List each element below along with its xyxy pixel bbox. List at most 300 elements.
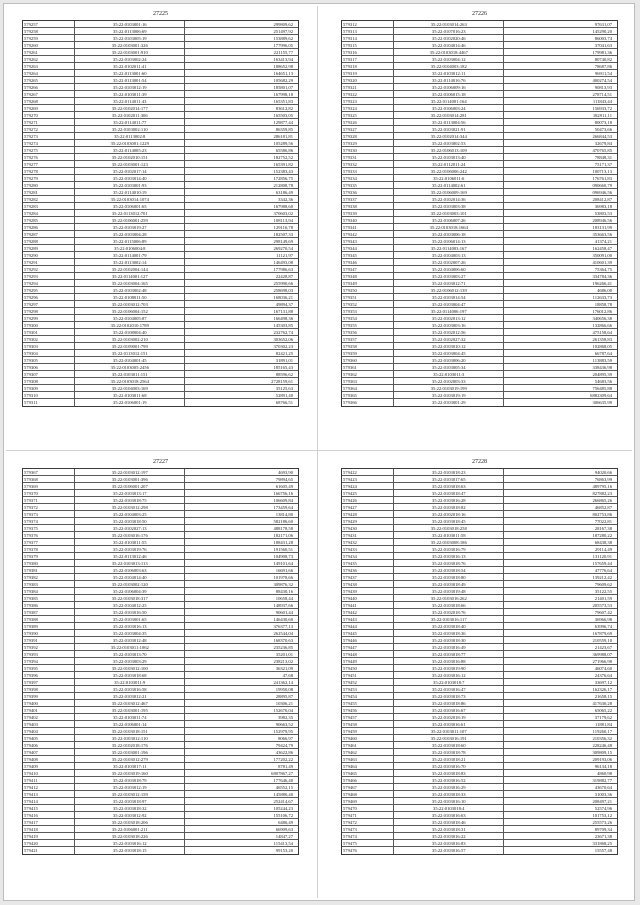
cadastral-number-cell: 35:22:0102014:177	[75, 105, 185, 111]
table-row	[23, 819, 298, 826]
row-number-cell: 579445	[342, 630, 394, 636]
row-number-cell: 579315	[342, 42, 394, 48]
table-row	[23, 287, 298, 294]
cadastral-number-cell: 35:22:0103018:317	[75, 595, 185, 601]
cadastral-number-cell: 35:22:0103013:70	[75, 651, 185, 657]
row-number-cell: 579345	[342, 252, 394, 258]
table-row	[342, 308, 617, 315]
table-row	[23, 728, 298, 735]
value-cell: 261358,83	[592, 337, 612, 342]
table-row	[23, 119, 298, 126]
value-cell: 176761,83	[592, 176, 612, 181]
table-row	[342, 791, 617, 798]
value-cell: 145880,40	[273, 792, 293, 797]
cadastral-number-cell: 35:22:0102018:76	[394, 609, 504, 615]
table-row	[23, 714, 298, 721]
table-row	[23, 637, 298, 644]
table-row	[23, 308, 298, 315]
cadastral-number-cell: 35:22:0106006:242	[394, 168, 504, 174]
row-number-cell: 579365	[342, 392, 394, 398]
row-number-cell: 579467	[342, 784, 394, 790]
row-number-cell: 579355	[342, 322, 394, 328]
table-row	[342, 42, 617, 49]
row-number-cell: 579285	[23, 217, 75, 223]
value-cell: 210356,32	[592, 736, 612, 741]
row-number-cell: 579449	[342, 658, 394, 664]
table-row	[23, 511, 298, 518]
table-row	[342, 567, 617, 574]
cadastral-number-cell: 35:22:0103003:101	[394, 210, 504, 216]
value-cell: 16691,66	[275, 568, 293, 573]
row-number-cell: 579272	[23, 126, 75, 132]
value-cell: 827882,23	[592, 491, 612, 496]
row-number-cell: 579290	[23, 252, 75, 258]
value-cell: 96911,54	[594, 71, 612, 76]
row-number-cell: 579372	[23, 504, 75, 510]
cadastral-number-cell: 35:22:0103012:21	[75, 693, 185, 699]
row-number-cell: 579429	[342, 518, 394, 524]
value-cell: 13814,80	[275, 512, 293, 517]
cadastral-number-cell: 35:22:0103012:197	[75, 469, 185, 475]
value-cell: 185165,43	[273, 365, 293, 370]
cadastral-number-cell: 35:22:0103001:396	[75, 476, 185, 482]
value-cell: 83612,82	[275, 106, 293, 111]
row-number-cell: 579426	[342, 497, 394, 503]
cadastral-number-cell: 35:22:0114010:19	[75, 189, 185, 195]
table-row	[23, 602, 298, 609]
table-row	[342, 742, 617, 749]
cadastral-number-cell: 35:22:0103016:10	[394, 798, 504, 804]
cadastral-number-cell: 35:22:0103018:36	[394, 630, 504, 636]
row-number-cell: 579407	[23, 749, 75, 755]
cadastral-number-cell: 35:22:0103005:2456	[75, 364, 185, 370]
value-cell: 94020,66	[594, 470, 612, 475]
table-row	[342, 210, 617, 217]
table-row	[23, 252, 298, 259]
value-cell: 266844,53	[592, 134, 612, 139]
cadastral-number-cell: 35:22:0113002:8	[75, 133, 185, 139]
table-row	[342, 203, 617, 210]
table-row	[23, 840, 298, 847]
panel-27226	[341, 10, 618, 442]
row-number-cell: 579381	[23, 567, 75, 573]
cadastral-number-cell: 35:22:0103018:77	[394, 651, 504, 657]
value-cell: 167879,69	[592, 631, 612, 636]
table-row	[23, 133, 298, 140]
panel-title: 27225	[153, 11, 168, 17]
table-row	[342, 147, 617, 154]
row-number-cell: 579363	[342, 378, 394, 384]
table-row	[23, 378, 298, 385]
cadastral-number-cell: 35:22:0114011:77	[75, 119, 185, 125]
cadastral-number-cell: 35:22:0104005:87	[75, 315, 185, 321]
table-row	[342, 161, 617, 168]
cadastral-number-cell: 35:22:0106004:8	[75, 245, 185, 251]
row-number-cell: 579367	[23, 469, 75, 475]
cadastral-number-cell: 35:22:0103018:4467	[394, 49, 504, 55]
value-cell: 156933,72	[592, 106, 612, 111]
row-number-cell: 579384	[23, 588, 75, 594]
table-row	[342, 315, 617, 322]
cadastral-number-cell: 35:22:0103016:63	[394, 812, 504, 818]
cadastral-number-cell: 35:22:0103001:29	[394, 399, 504, 406]
value-cell: 165391,82	[273, 162, 293, 167]
panel-title: 27226	[472, 11, 487, 17]
value-cell: 119260,17	[592, 729, 612, 734]
table-row	[23, 532, 298, 539]
row-number-cell: 579468	[342, 791, 394, 797]
cadastral-number-cell: 35:22:0103016:50	[75, 609, 185, 615]
table-row	[23, 833, 298, 840]
table-row	[342, 329, 617, 336]
cadastral-number-cell: 35:22:0102013:12	[394, 315, 504, 321]
row-number-cell: 579369	[23, 483, 75, 489]
cadastral-number-cell: 35:22:0106009:16	[394, 84, 504, 90]
value-cell: 262544,04	[273, 631, 293, 636]
value-cell: 369988,07	[592, 652, 612, 657]
value-cell: 101753,12	[592, 813, 612, 818]
table-row	[342, 672, 617, 679]
value-cell: 155106,72	[273, 813, 293, 818]
row-number-cell: 579430	[342, 525, 394, 531]
row-number-cell: 579444	[342, 623, 394, 629]
table-row	[342, 749, 617, 756]
row-number-cell: 579299	[23, 315, 75, 321]
row-number-cell: 579292	[23, 266, 75, 272]
row-number-cell: 579312	[342, 21, 394, 27]
row-number-cell: 579346	[342, 259, 394, 265]
value-cell: 131120,91	[592, 554, 612, 559]
value-cell: 149101,64	[273, 561, 293, 566]
row-number-cell: 579268	[23, 98, 75, 104]
table-row	[23, 469, 298, 476]
row-number-cell: 579347	[342, 266, 394, 272]
value-cell: 166498,36	[273, 316, 293, 321]
table-row	[342, 518, 617, 525]
cadastral-number-cell: 35:22:0103012:467	[75, 700, 185, 706]
row-number-cell: 579472	[342, 819, 394, 825]
table-row	[342, 364, 617, 371]
value-cell: 29114,49	[594, 547, 612, 552]
row-number-cell: 579459	[342, 728, 394, 734]
table-row	[23, 140, 298, 147]
cadastral-number-cell: 35:22:0106014:13	[394, 238, 504, 244]
cadastral-number-cell: 35:22:0114006:197	[394, 308, 504, 314]
cadastral-number-cell: 35:22:0103018:21	[394, 756, 504, 762]
row-number-cell: 579278	[23, 168, 75, 174]
row-number-cell: 579333	[342, 168, 394, 174]
value-cell: 33697,12	[594, 680, 612, 685]
value-cell: 79424,79	[275, 743, 293, 748]
table-row	[23, 399, 298, 406]
row-number-cell: 579342	[342, 231, 394, 237]
value-cell: 146430,60	[273, 617, 293, 622]
table-row	[342, 665, 617, 672]
row-number-cell: 579362	[342, 371, 394, 377]
value-cell: 112633,73	[592, 295, 612, 300]
table-row	[23, 154, 298, 161]
row-number-cell: 579394	[23, 658, 75, 664]
table-row	[23, 70, 298, 77]
value-cell: 53803,53	[594, 211, 612, 216]
row-number-cell: 579374	[23, 518, 75, 524]
table-row	[23, 560, 298, 567]
value-cell: 177202,22	[273, 757, 293, 762]
row-number-cell: 579301	[23, 329, 75, 335]
cadastral-number-cell: 35:22:0103018:1664	[394, 224, 504, 230]
cadastral-number-cell: 35:22:0103016:191	[394, 735, 504, 741]
table-row	[342, 231, 617, 238]
cadastral-number-cell: 35:22:0103005:19	[75, 35, 185, 41]
table-row	[342, 490, 617, 497]
data-table	[22, 20, 299, 407]
cadastral-number-cell: 35:22:0103018:40	[394, 623, 504, 629]
row-number-cell: 579271	[23, 119, 75, 125]
value-cell: 52891,40	[275, 393, 293, 398]
cadastral-number-cell: 35:22:0103016:61	[394, 721, 504, 727]
row-number-cell: 579284	[23, 210, 75, 216]
value-cell: 269270,54	[273, 246, 293, 251]
table-row	[23, 112, 298, 119]
value-cell: 129116,78	[273, 225, 293, 230]
row-number-cell: 579267	[23, 91, 75, 97]
cadastral-number-cell: 35:22:0103018:32	[75, 805, 185, 811]
cadastral-number-cell: 35:22:0114002:61	[394, 182, 504, 188]
table-row	[342, 847, 617, 854]
cadastral-number-cell: 35:22:0103001:196	[75, 749, 185, 755]
table-row	[342, 763, 617, 770]
cadastral-number-cell: 35:22:0103012:11	[394, 70, 504, 76]
row-number-cell: 579434	[342, 553, 394, 559]
table-row	[23, 749, 298, 756]
value-cell: 334784,36	[592, 274, 612, 279]
table-row	[342, 511, 617, 518]
value-cell: 210559,10	[592, 638, 612, 643]
table-row	[342, 826, 617, 833]
row-number-cell: 579263	[23, 63, 75, 69]
table-row	[342, 336, 617, 343]
row-number-cell: 579357	[342, 336, 394, 342]
row-number-cell: 579400	[23, 700, 75, 706]
value-cell: 43670,64	[594, 785, 612, 790]
row-number-cell: 579435	[342, 560, 394, 566]
cadastral-number-cell: 35:22:0103018:63	[394, 483, 504, 489]
value-cell: 208412,87	[592, 197, 612, 202]
cadastral-number-cell: 35:22:0102018:16	[394, 511, 504, 517]
cadastral-number-cell: 35:22:0103002:120	[75, 581, 185, 587]
table-row	[342, 637, 617, 644]
value-cell: 417630,28	[592, 701, 612, 706]
table-row	[23, 672, 298, 679]
table-row	[342, 819, 617, 826]
row-number-cell: 579304	[23, 350, 75, 356]
cadastral-number-cell: 35:22:0103016:83	[394, 840, 504, 846]
page-divider	[6, 450, 632, 451]
table-row	[342, 175, 617, 182]
cadastral-number-cell: 35:22:0103016:12	[75, 840, 185, 846]
row-number-cell: 579420	[23, 840, 75, 846]
row-number-cell: 579298	[23, 308, 75, 314]
cadastral-number-cell: 35:22:0103016:117	[394, 616, 504, 622]
row-number-cell: 579330	[342, 147, 394, 153]
table-row	[342, 196, 617, 203]
value-cell: 278714,51	[592, 92, 612, 97]
panel-27228	[341, 458, 618, 890]
value-cell: 46552,15	[275, 785, 293, 790]
value-cell: 105682,29	[273, 78, 293, 83]
table-row	[342, 686, 617, 693]
table-row	[342, 392, 617, 399]
cadastral-number-cell: 35:22:0103012:19	[75, 784, 185, 790]
row-number-cell: 579309	[23, 385, 75, 391]
table-row	[23, 126, 298, 133]
value-cell: 21658,15	[594, 694, 612, 699]
cadastral-number-cell: 35:22:0103001:910	[75, 49, 185, 55]
value-cell: 303652,06	[273, 337, 293, 342]
row-number-cell: 579411	[23, 777, 75, 783]
row-number-cell: 579382	[23, 574, 75, 580]
value-cell: 756485,88	[592, 386, 612, 391]
table-row	[342, 217, 617, 224]
row-number-cell: 579280	[23, 182, 75, 188]
cadastral-number-cell: 35:22:0108004:40	[75, 329, 185, 335]
row-number-cell: 579462	[342, 749, 394, 755]
row-number-cell: 579422	[342, 469, 394, 475]
table-row	[23, 693, 298, 700]
table-row	[342, 840, 617, 847]
table-row	[342, 350, 617, 357]
table-row	[342, 343, 617, 350]
cadastral-number-cell: 35:22:0103012:19	[75, 84, 185, 90]
row-number-cell: 579432	[342, 539, 394, 545]
cadastral-number-cell: 35:22:0103011:55	[75, 539, 185, 545]
table-row	[342, 833, 617, 840]
table-row	[23, 798, 298, 805]
value-cell: 3982,35	[278, 715, 293, 720]
cadastral-number-cell: 35:22:0103014:263	[394, 21, 504, 27]
data-table	[341, 20, 618, 407]
value-cell: 6486,49	[278, 820, 293, 825]
cadastral-number-cell: 35:22:0103014:281	[394, 112, 504, 118]
value-cell: 11881,84	[594, 722, 612, 727]
table-row	[23, 525, 298, 532]
row-number-cell: 579274	[23, 140, 75, 146]
value-cell: 370603,02	[273, 211, 293, 216]
row-number-cell: 579370	[23, 490, 75, 496]
cadastral-number-cell: 35:22:0103018:97	[75, 798, 185, 804]
cadastral-number-cell: 35:22:0114005:23	[75, 147, 185, 153]
row-number-cell: 579427	[342, 504, 394, 510]
cadastral-number-cell: 35:22:0103018:50	[75, 518, 185, 524]
table-row	[23, 35, 298, 42]
table-row	[342, 28, 617, 35]
cadastral-number-cell: 35:22:0103016:29	[394, 784, 504, 790]
cadastral-number-cell: 35:22:0103016:70	[394, 763, 504, 769]
table-row	[23, 322, 298, 329]
table-row	[342, 756, 617, 763]
table-row	[342, 70, 617, 77]
table-row	[342, 63, 617, 70]
value-cell: 319882,77	[592, 778, 612, 783]
row-number-cell: 579360	[342, 357, 394, 363]
cadastral-number-cell: 35:22:0103018:73	[394, 693, 504, 699]
table-row	[342, 609, 617, 616]
value-cell: 298149,69	[273, 239, 293, 244]
cadastral-number-cell: 35:22:0103018:68	[75, 672, 185, 678]
value-cell: 145290,20	[592, 29, 612, 34]
cadastral-number-cell: 35:22:0103018:226	[75, 833, 185, 839]
row-number-cell: 579311	[23, 399, 75, 406]
table-row	[23, 168, 298, 175]
cadastral-number-cell: 35:22:0109001:799	[75, 343, 185, 349]
table-row	[342, 812, 617, 819]
value-cell: 4686,00	[597, 288, 612, 293]
row-number-cell: 579442	[342, 609, 394, 615]
value-cell: 173459,64	[273, 505, 293, 510]
table-row	[23, 497, 298, 504]
value-cell: 331868,25	[592, 841, 612, 846]
cadastral-number-cell: 35:22:0102004:144	[75, 266, 185, 272]
row-number-cell: 579359	[342, 350, 394, 356]
row-number-cell: 579353	[342, 308, 394, 314]
value-cell: 80740,82	[594, 57, 612, 62]
cadastral-number-cell: 35:22:0106001:259	[75, 217, 185, 223]
row-number-cell: 579352	[342, 301, 394, 307]
row-number-cell: 579448	[342, 651, 394, 657]
row-number-cell: 579273	[23, 133, 75, 139]
row-number-cell: 579455	[342, 700, 394, 706]
value-cell: 299809,62	[273, 22, 293, 27]
table-row	[23, 581, 298, 588]
table-row	[342, 56, 617, 63]
cadastral-number-cell: 35:22:0103011:3	[394, 371, 504, 377]
cadastral-number-cell: 35:22:0103010:12	[394, 343, 504, 349]
cadastral-number-cell: 35:22:0103002:53	[394, 140, 504, 146]
value-cell: 88430,16	[275, 589, 293, 594]
value-cell: 61605,49	[275, 484, 293, 489]
row-number-cell: 579339	[342, 210, 394, 216]
cadastral-number-cell: 35:22:0103011:151	[75, 371, 185, 377]
row-number-cell: 579371	[23, 497, 75, 503]
value-cell: 096946,56	[592, 190, 612, 195]
cadastral-number-cell: 35:22:0103018:78	[394, 749, 504, 755]
value-cell: 167998,18	[273, 92, 293, 97]
value-cell: 104908,73	[273, 554, 293, 559]
row-number-cell: 579404	[23, 728, 75, 734]
cadastral-number-cell: 35:22:0103018:151	[75, 728, 185, 734]
value-cell: 10306,21	[275, 701, 293, 706]
row-number-cell: 579276	[23, 154, 75, 160]
value-cell: 31891,01	[275, 358, 293, 363]
row-number-cell: 579287	[23, 231, 75, 237]
row-number-cell: 579405	[23, 735, 75, 741]
value-cell: 196266,41	[592, 281, 612, 286]
row-number-cell: 579397	[23, 679, 75, 685]
row-number-cell: 579474	[342, 833, 394, 839]
row-number-cell: 579416	[23, 812, 75, 818]
table-row	[342, 119, 617, 126]
row-number-cell: 579320	[342, 77, 394, 83]
cadastral-number-cell: 35:22:0103001:65	[75, 616, 185, 622]
table-row	[23, 700, 298, 707]
cadastral-number-cell: 35:22:0106001:207	[75, 483, 185, 489]
value-cell: 191560,51	[273, 547, 293, 552]
value-cell: 165351,83	[273, 99, 293, 104]
value-cell: 152676,04	[273, 708, 293, 713]
cadastral-number-cell: 35:22:0114001:127	[75, 273, 185, 279]
table-row	[342, 553, 617, 560]
value-cell: 35201,01	[275, 652, 293, 657]
